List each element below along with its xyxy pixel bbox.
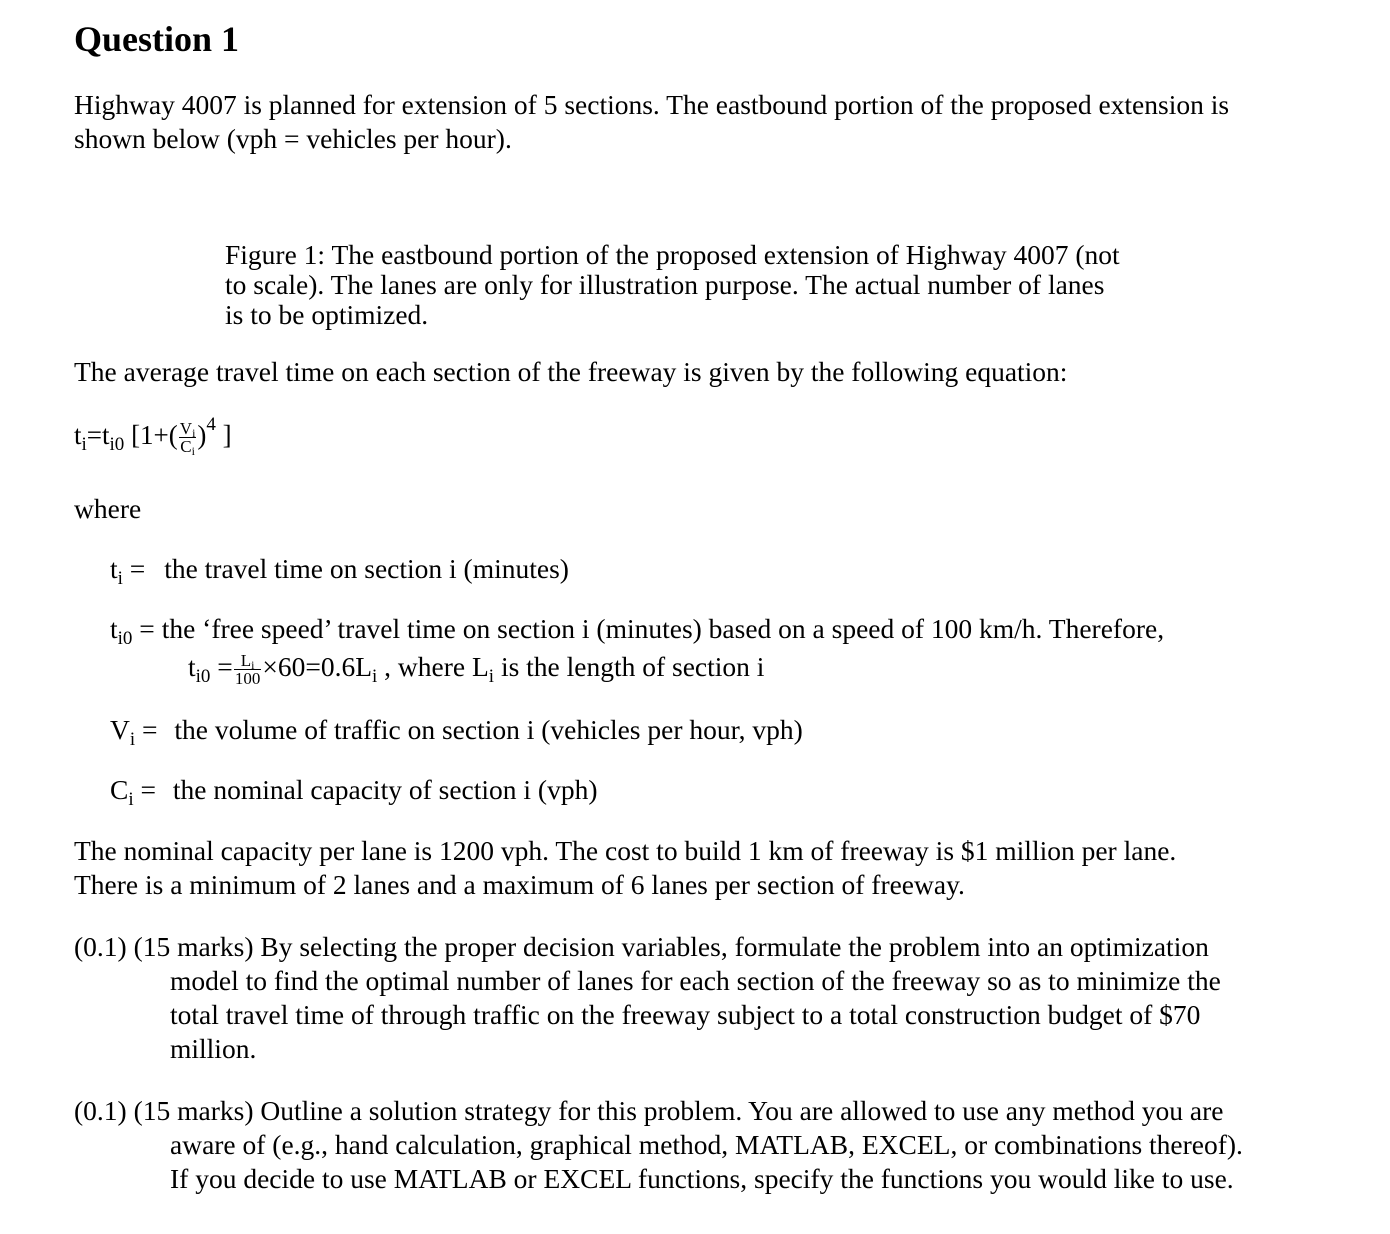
ti0-formula-sub-i: i [372,666,378,687]
def-vi-text: the volume of traffic on section i (vehicles per hour, vph) [174,714,803,745]
intro-line-1: Highway 4007 is planned for extension of 5 sections. The eastbound portion of the proposed extension is [74,89,1230,120]
q1-line-1: By selecting the proper decision variables, formulate the problem into an optimization [260,931,1209,962]
q1-line-2: model to find the optimal number of lanes for each section of the freeway so as to minimize the [170,965,1221,996]
def-ti-symbol: t [110,553,118,584]
where-label: where [74,493,142,524]
q1-line-4: million. [170,1033,257,1064]
q2-label: (0.1) [74,1095,127,1126]
definition-ci [110,773,598,810]
capacity-paragraph [74,834,1176,902]
ti0-formula-where-sub: i [488,666,495,687]
capacity-line-1: The nominal capacity per lane is 1200 vph. The cost to build 1 km of freeway is $1 million per lane. [74,835,1177,866]
eq-t: t [74,420,82,450]
ti0-formula-denominator: 100 [234,669,261,689]
eq-paren-close: ) [197,420,207,450]
def-vi-symbol: V [110,714,130,745]
intro-paragraph [74,88,1229,156]
def-ci-sub: i [128,789,134,810]
q2-line-3: If you decide to use MATLAB or EXCEL functions, specify the functions you would like to use. [170,1163,1234,1194]
q2-marks: (15 marks) [133,1095,254,1126]
figure-caption [225,240,1120,330]
ti0-formula-numerator: $L_i$ [234,652,262,670]
def-ci-text: the nominal capacity of section i (vph) [172,774,598,805]
def-ti0-text: the ‘free speed’ travel time on section i (minutes) based on a speed of 100 km/h. Therefore, [161,613,1165,644]
eq-bracket-close: ] [222,420,232,450]
capacity-line-2: There is a minimum of 2 lanes and a maximum of 6 lanes per section of freeway. [74,869,965,900]
eq-bracket-open: [1+( [131,420,178,450]
def-ci-symbol: C [110,774,129,805]
ti0-formula-tail: is the length of section i [494,651,765,682]
def-ti-sub: i [117,568,123,589]
def-ti-equals: = [122,553,146,584]
q2-line-1: Outline a solution strategy for this problem. You are allowed to use any method you are [260,1095,1224,1126]
eq-fraction-denominator: $C_i$ [180,437,195,459]
figure-caption-line-1: Figure 1: The eastbound portion of the proposed extension of Highway 4007 (not [225,239,1120,270]
def-vi-equals: = [135,714,158,745]
definition-ti [110,552,569,589]
eq-equals: =t [86,420,110,450]
def-ti0-equals: = [132,613,155,644]
intro-line-2: shown below (vph = vehicles per hour). [74,123,512,154]
question-part-2 [74,1094,1243,1196]
definition-vi [110,713,803,750]
eq-exponent: 4 [206,414,216,435]
def-vi-sub: i [129,729,136,750]
travel-time-equation [74,414,232,459]
ti0-formula-sub: i0 [195,666,211,687]
eq-fraction [179,419,197,459]
question-part-1 [74,930,1221,1066]
q1-label: (0.1) [74,931,127,962]
figure-caption-line-3: is to be optimized. [225,299,429,330]
def-ti0-sub: i0 [117,628,133,649]
q2-line-2: aware of (e.g., hand calculation, graphical method, MATLAB, EXCEL, or combinations thereof). [170,1129,1243,1160]
ti0-formula-equals: = [210,651,233,682]
eq-sub-i: i [81,434,87,455]
q1-line-3: total travel time of through traffic on the freeway subject to a total construction budget of $70 [170,999,1201,1030]
equation-intro: The average travel time on each section of the freeway is given by the following equation: [74,356,1068,387]
figure-caption-line-2: to scale). The lanes are only for illustration purpose. The actual number of lanes [225,269,1105,300]
q1-marks: (15 marks) [133,931,254,962]
def-ti-text: the travel time on section i (minutes) [164,553,569,584]
def-ti0-symbol: t [110,613,118,644]
eq-fraction-numerator: $V_i$ [179,419,196,441]
eq-sub-i0: i0 [109,434,125,455]
definition-ti0-formula [188,650,764,687]
ti0-formula-fraction [234,652,262,687]
def-ci-equals: = [133,774,157,805]
ti0-formula-product: ×60=0.6L [262,651,373,682]
question-title: Question 1 [74,19,240,59]
ti0-formula-where: , where L [377,651,489,682]
ti0-formula-symbol: t [188,651,196,682]
definition-ti0 [110,612,1165,649]
